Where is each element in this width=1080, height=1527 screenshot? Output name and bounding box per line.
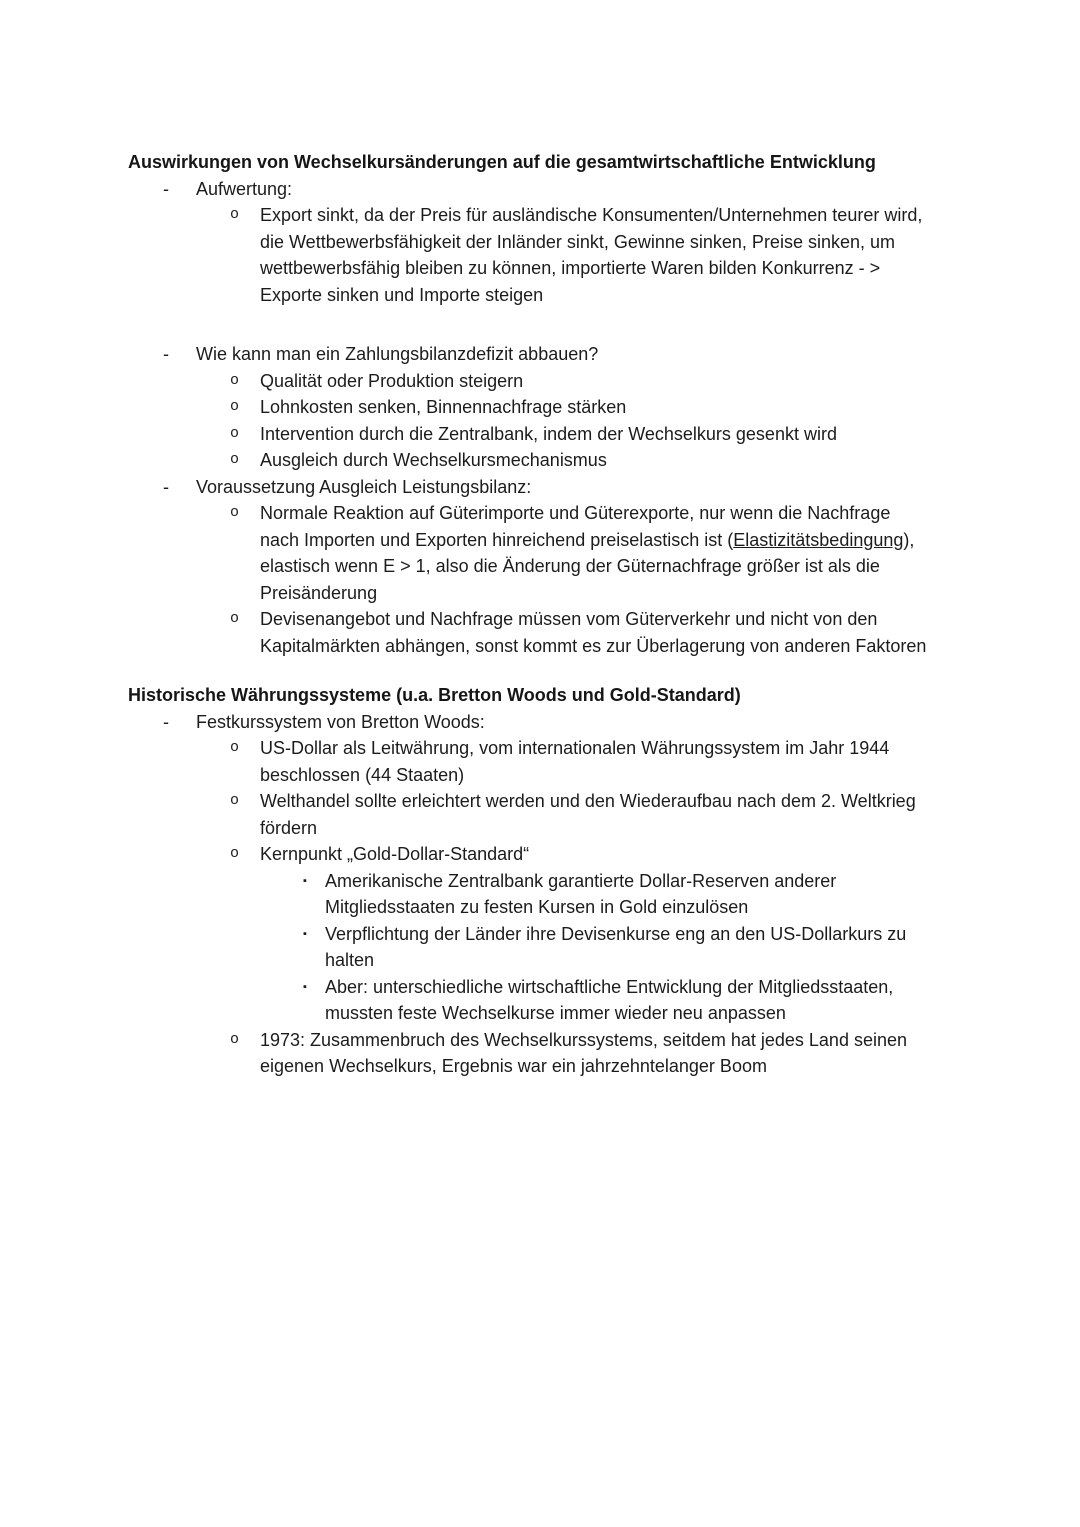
list-item [128,176,934,203]
bullet-circle-icon: o [230,504,240,521]
bullet-square-icon: ▪ [303,874,307,887]
bullet-square-icon: ▪ [303,927,307,940]
section-heading: Auswirkungen von Wechselkursänderungen auf die gesamtwirtschaftliche Entwicklung [128,152,876,172]
list-item [128,788,934,841]
bullet-circle-icon: o [230,845,240,862]
list-item [128,841,934,868]
bullet-dash-icon: - [163,178,169,199]
bullet-dash-icon: - [163,476,169,497]
list-item-text-post: ), elastisch wenn E > 1, also die Änderung der Güternachfrage größer ist als die Preisänderung [260,529,915,603]
list-item [128,341,934,368]
list-item [128,868,934,921]
list-item-text-pre: Normale Reaktion auf Güterimporte und Güterexporte, nur wenn die Nachfrage nach Importen und Exporten hinreichend preiselastisch ist ( [260,503,891,550]
list-item-text: Aber: unterschiedliche wirtschaftliche Entwicklung der Mitgliedsstaaten, mussten feste Wechselkurse immer wieder neu anpassen [325,976,894,1023]
list-item-text: Festkurssystem von Bretton Woods: [196,711,485,732]
bullet-circle-icon: o [230,739,240,756]
bullet-dash-icon: - [163,344,169,364]
list-item [128,394,934,421]
bullet-circle-icon: o [230,792,240,809]
list-item [128,421,934,448]
list-item-text: Aufwertung: [196,178,293,199]
list-item-text: 1973: Zusammenbruch des Wechselkurssystems, seitdem hat jedes Land seinen eigenen Wechselkurs, Ergebnis war ein jahrzehntelanger Boom [260,1029,907,1076]
list-item-text: Verpflichtung der Länder ihre Devisenkurse eng an den US-Dollarkurs zu halten [325,923,907,970]
document-content [128,149,934,1080]
list-item [128,709,934,736]
bullet-dash-icon: - [163,711,169,732]
bullet-circle-icon: o [230,1030,240,1048]
bullet-circle-icon: o [230,206,240,223]
list-item-text: Amerikanische Zentralbank garantierte Dollar-Reserven anderer Mitgliedsstaaten zu festen Kursen in Gold einzulösen [325,870,837,917]
list-item-text: Wie kann man ein Zahlungsbilanzdefizit abbauen? [196,344,599,364]
list-item [128,974,934,1027]
bullet-circle-icon: o [230,451,240,468]
underlined-term: Elastizitätsbedingung [733,529,904,550]
bullet-square-icon: ▪ [303,980,307,993]
list-item-text: Lohnkosten senken, Binnennachfrage stärken [260,397,627,417]
list-item [128,921,934,974]
bullet-circle-icon: o [230,398,240,415]
list-item [128,447,934,474]
list-item-text: Ausgleich durch Wechselkursmechanismus [260,450,607,470]
list-item [128,474,934,501]
list-item [128,202,934,308]
list-item-text: Qualität oder Produktion steigern [260,370,524,391]
list-item-text: Kernpunkt „Gold-Dollar-Standard“ [260,844,530,864]
section-heading: Historische Währungssysteme (u.a. Bretton Woods und Gold-Standard) [128,685,741,705]
list-item [128,500,934,606]
list-item-text: Devisenangebot und Nachfrage müssen vom Güterverkehr und nicht von den Kapitalmärkten abhängen, sonst kommt es zur Überlagerung von anderen Faktoren [260,609,927,656]
bullet-circle-icon: o [230,424,240,442]
list-item [128,368,934,395]
bullet-circle-icon: o [230,371,240,389]
list-item-text: Voraussetzung Ausgleich Leistungsbilanz: [196,476,532,497]
list-item-text: Intervention durch die Zentralbank, indem der Wechselkurs gesenkt wird [260,423,837,444]
list-item [128,606,934,659]
bullet-circle-icon: o [230,610,240,627]
list-item-text: Export sinkt, da der Preis für ausländische Konsumenten/Unternehmen teurer wird, die Wettbewerbsfähigkeit der Inländer sinkt, Gewinne sinken, Preise sinken, um wettbewerbsfähig bleiben zu können, importierte Waren bilden Konkurrenz - > Exporte sinken und Importe steigen [260,205,923,305]
list-item-text: US-Dollar als Leitwährung, vom internationalen Währungssystem im Jahr 1944 beschlossen (44 Staaten) [260,738,890,785]
list-item-text: Welthandel sollte erleichtert werden und den Wiederaufbau nach dem 2. Weltkrieg fördern [260,791,916,838]
list-item-text [260,500,934,606]
list-item [128,1027,934,1080]
list-item [128,735,934,788]
